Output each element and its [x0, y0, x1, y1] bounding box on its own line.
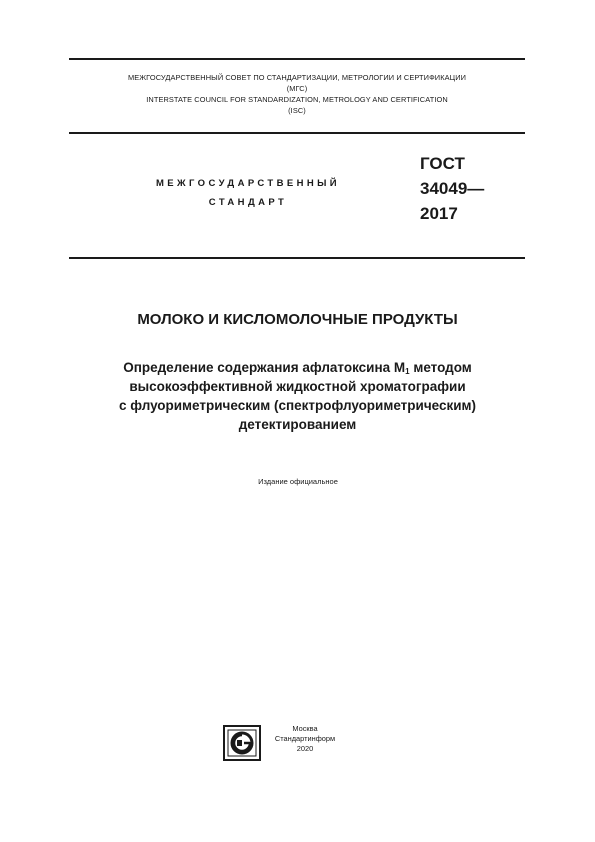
- standartinform-logo-icon: [222, 722, 264, 764]
- standard-type-label: [100, 174, 396, 212]
- subtitle-line1-tail: методом: [409, 360, 472, 375]
- council-name-ru: МЕЖГОСУДАРСТВЕННЫЙ СОВЕТ ПО СТАНДАРТИЗАЦИИ, МЕТРОЛОГИИ И СЕРТИФИКАЦИИ: [127, 73, 467, 82]
- subtitle-subscript: 1: [405, 367, 410, 376]
- standard-label-line1: МЕЖГОСУДАРСТВЕННЫЙ: [155, 178, 341, 189]
- document-title: МОЛОКО И КИСЛОМОЛОЧНЫЕ ПРОДУКТЫ: [137, 311, 458, 328]
- subtitle-line4: детектированием: [238, 417, 357, 432]
- gost-number: 34049—: [420, 179, 485, 198]
- council-header: [69, 72, 525, 116]
- council-abbr-en: (ISC): [288, 106, 306, 115]
- publisher-year: 2020: [296, 744, 314, 753]
- subtitle-line1: [40, 358, 555, 377]
- top-rule: [69, 58, 525, 60]
- publisher-info: [262, 724, 348, 754]
- publisher-city: Москва: [292, 724, 318, 733]
- lower-rule: [69, 257, 525, 259]
- gost-designation: [420, 151, 484, 226]
- council-name-en: INTERSTATE COUNCIL FOR STANDARDIZATION, METROLOGY AND CERTIFICATION: [146, 95, 448, 104]
- gost-year: 2017: [420, 204, 458, 223]
- subtitle-line1-main: Определение содержания афлатоксина М: [123, 360, 406, 375]
- edition-note: Издание официальное: [258, 477, 338, 486]
- document-subtitle: [40, 358, 555, 434]
- gost-word: ГОСТ: [420, 154, 465, 173]
- middle-rule: [69, 132, 525, 134]
- subtitle-line3: с флуориметрическим (спектрофлуориметрическим): [118, 398, 477, 413]
- standard-label-line2: СТАНДАРТ: [208, 197, 288, 208]
- council-abbr-ru: (МГС): [286, 84, 308, 93]
- subtitle-line2: высокоэффективной жидкостной хроматографии: [129, 379, 466, 394]
- publisher-name: Стандартинформ: [274, 734, 336, 743]
